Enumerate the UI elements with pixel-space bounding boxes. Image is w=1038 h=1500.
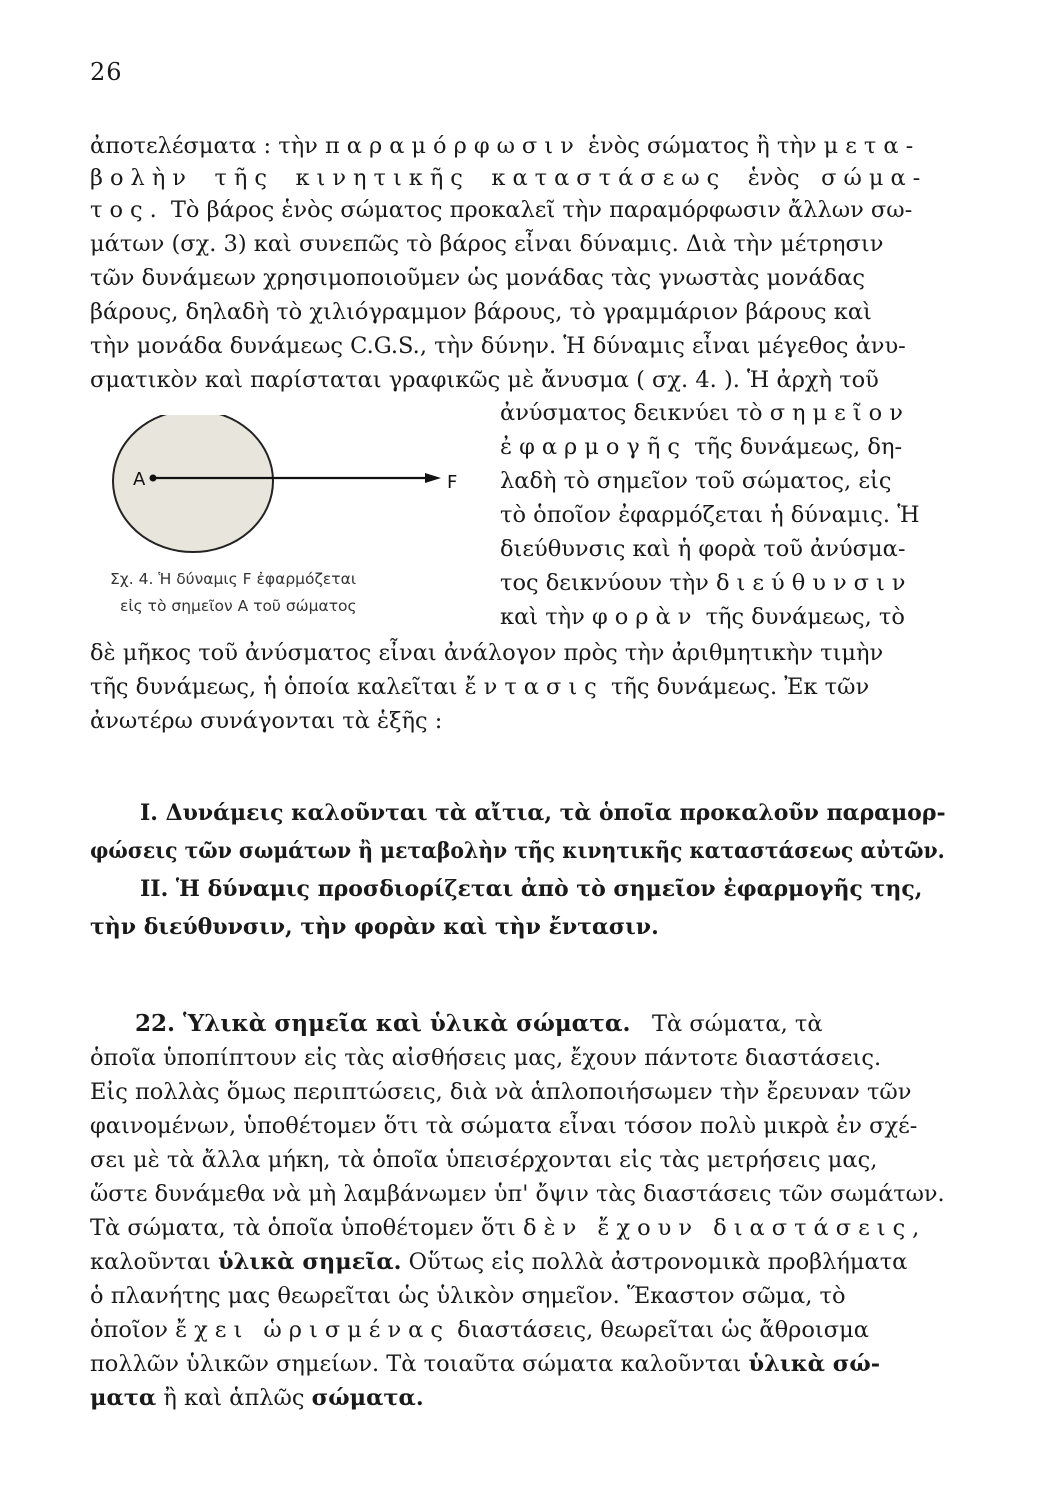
text-line: ὁποῖα ὑποπίπτουν εἰς τὰς αἰσθήσεις μας, ἔχουν πάντοτε διαστάσεις. bbox=[90, 1045, 882, 1071]
text-line: σματικὸν καὶ παρίσταται γραφικῶς μὲ ἄνυσμα ( σχ. 4. ). Ἡ ἀρχὴ τοῦ bbox=[90, 367, 879, 393]
rule-2-line-2: τὴν διεύθυνσιν, τὴν φορὰν καὶ τὴν ἔντασιν. bbox=[90, 914, 659, 940]
text-line: τῶν δυνάμεων χρησιμοποιοῦμεν ὡς μονάδας τὰς γνωστὰς μονάδας bbox=[90, 265, 865, 291]
text-line: ἐφαρμογῆς τῆς δυνάμεως, δη- bbox=[500, 434, 903, 460]
label-a: A bbox=[133, 469, 146, 490]
text-line: τος. Τὸ βάρος ἑνὸς σώματος προκαλεῖ τὴν παραμόρφωσιν ἄλλων σω- bbox=[90, 197, 913, 223]
text-line: ὥστε δυνάμεθα νὰ μὴ λαμβάνωμεν ὑπ' ὄψιν τὰς διαστάσεις τῶν σωμάτων. bbox=[90, 1181, 945, 1207]
text-line: τῆς δυνάμεως, ἡ ὁποία καλεῖται ἔντασις τῆς δυνάμεως. Ἐκ τῶν bbox=[90, 674, 870, 700]
text-line: καὶ τὴν φορὰν τῆς δυνάμεως, τὸ bbox=[500, 604, 905, 630]
text-line: φαινομένων, ὑποθέτομεν ὅτι τὰ σώματα εἶναι τόσον πολὺ μικρὰ ἐν σχέ- bbox=[90, 1113, 918, 1139]
text-line: ὁποῖον ἔχει ὡρισμένας διαστάσεις, θεωρεῖται ὡς ἄθροισμα bbox=[90, 1317, 869, 1343]
text-line: ἀνωτέρω συνάγονται τὰ ἑξῆς : bbox=[90, 708, 443, 734]
text-line: πολλῶν ὑλικῶν σημείων. Τὰ τοιαῦτα σώματα καλοῦνται ὑλικὰ σώ- bbox=[90, 1351, 881, 1377]
rule-2-line-1: II. Ἡ δύναμις προσδιορίζεται ἀπὸ τὸ σημεῖον ἐφαρμογῆς της, bbox=[140, 876, 923, 902]
text-line: βάρους, δηλαδὴ τὸ χιλιόγραμμον βάρους, τὸ γραμμάριον βάρους καὶ bbox=[90, 299, 872, 325]
text-line: διεύθυνσις καὶ ἡ φορὰ τοῦ ἀνύσμα- bbox=[500, 536, 906, 562]
text-line: καλοῦνται ὑλικὰ σημεῖα. Οὕτως εἰς πολλὰ ἀστρονομικὰ προβλήματα bbox=[90, 1249, 908, 1275]
section-heading: 22. Ὑλικὰ σημεῖα καὶ ὑλικὰ σώματα. bbox=[135, 1010, 631, 1037]
figure-caption-line-1: Σχ. 4. Ἡ δύναμις F ἐφαρμόζεται bbox=[110, 570, 357, 588]
text-line: μάτων (σχ. 3) καὶ συνεπῶς τὸ βάρος εἶναι δύναμις. Διὰ τὴν μέτρησιν bbox=[90, 231, 884, 257]
label-f: F bbox=[447, 472, 458, 493]
text-line: Εἰς πολλὰς ὅμως περιπτώσεις, διὰ νὰ ἁπλοποιήσωμεν τὴν ἔρευναν τῶν bbox=[90, 1079, 912, 1105]
text-line: ἀποτελέσματα : τὴν παραμόρφωσιν ἑνὸς σώματος ἢ τὴν μετα- bbox=[90, 133, 921, 159]
text-line: τὸ ὁποῖον ἐφαρμόζεται ἡ δύναμις. Ἡ bbox=[500, 502, 920, 528]
arrowhead-icon bbox=[425, 473, 441, 483]
text-line: ματα ἢ καὶ ἁπλῶς σώματα. bbox=[90, 1385, 424, 1411]
text-line: βολὴν τῆς κινητικῆς καταστάσεως ἑνὸς σώμα- bbox=[90, 165, 928, 191]
rule-1-line-1: I. Δυνάμεις καλοῦνται τὰ αἴτια, τὰ ὁποῖα προκαλοῦν παραμορ- bbox=[140, 800, 946, 826]
text-line: τος δεικνύουν τὴν διεύθυνσιν bbox=[500, 570, 913, 596]
text-line: ἀνύσματος δεικνύει τὸ σημεῖον bbox=[500, 400, 910, 426]
text-line: ὁ πλανήτης μας θεωρεῖται ὡς ὑλικὸν σημεῖον. Ἕκαστον σῶμα, τὸ bbox=[90, 1283, 846, 1309]
text-line: Τὰ σώματα, τὰ ὁποῖα ὑποθέτομεν ὅτι δὲν ἔχουν διαστάσεις, bbox=[90, 1215, 927, 1241]
text-line: δὲ μῆκος τοῦ ἀνύσματος εἶναι ἀνάλογον πρὸς τὴν ἀριθμητικὴν τιμὴν bbox=[90, 640, 884, 666]
section-22-heading-line: 22. Ὑλικὰ σημεῖα καὶ ὑλικὰ σώματα. Τὰ σώματα, τὰ bbox=[135, 1010, 823, 1037]
text-line: σει μὲ τὰ ἄλλα μήκη, τὰ ὁποῖα ὑπεισέρχονται εἰς τὰς μετρήσεις μας, bbox=[90, 1147, 878, 1173]
text-line: τὴν μονάδα δυνάμεως C.G.S., τὴν δύνην. Ἡ δύναμις εἶναι μέγεθος ἀνυ- bbox=[90, 333, 906, 359]
rule-1-line-2: φώσεις τῶν σωμάτων ἢ μεταβολὴν τῆς κινητικῆς καταστάσεως αὐτῶν. bbox=[90, 838, 945, 864]
figure-caption-line-2: εἰς τὸ σημεῖον Α τοῦ σώματος bbox=[120, 597, 357, 615]
page-number: 26 bbox=[90, 58, 123, 86]
text-line: λαδὴ τὸ σημεῖον τοῦ σώματος, εἰς bbox=[500, 468, 892, 494]
figure-4-diagram bbox=[95, 415, 495, 565]
